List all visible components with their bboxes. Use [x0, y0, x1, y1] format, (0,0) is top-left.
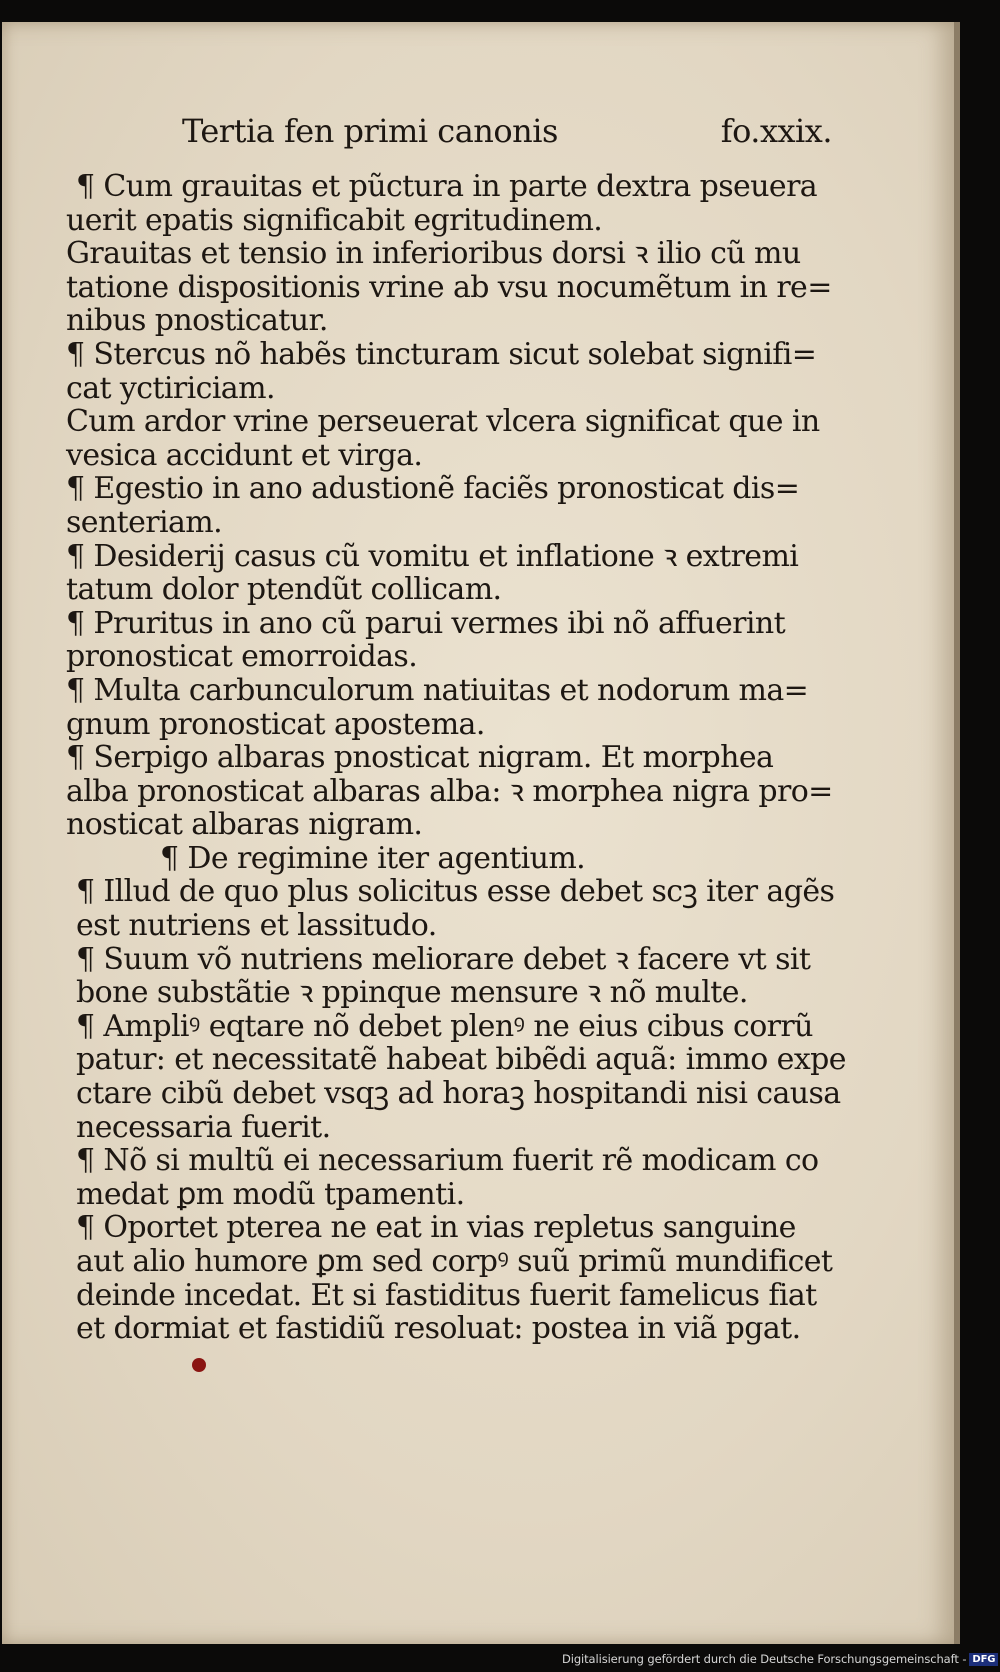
text-line: ¶ Oportet pterea ne eat in vias repletus sanguine — [76, 1210, 796, 1246]
red-ink-mark — [192, 1358, 206, 1372]
text-line: ¶ Illud de quo plus solicitus esse debet scꝫ iter agẽs — [76, 874, 835, 910]
text-line: ¶ Suum võ nutriens meliorare debet ꝛ facere vt sit — [76, 941, 811, 977]
text-line: uerit epatis significabit egritudinem. — [66, 202, 603, 238]
text-line: tatum dolor ptendũt collicam. — [66, 572, 502, 608]
dfg-logo: DFG — [969, 1653, 998, 1666]
text-line: ¶ Egestio in ano adustionẽ faciẽs pronosticat dis= — [66, 471, 800, 507]
text-line: pronosticat emorroidas. — [66, 639, 418, 675]
folio-number: fo.xxix. — [720, 112, 832, 150]
credit-text: Digitalisierung gefördert durch die Deutsche Forschungsgemeinschaft - — [562, 1652, 967, 1666]
text-line: ¶ De regimine iter agentium. — [160, 840, 586, 876]
text-line: medat ꝑm modũ tpamenti. — [76, 1176, 465, 1212]
text-line: ctare cibũ debet vsqꝫ ad horaꝫ hospitandi nisi causa — [76, 1076, 841, 1112]
text-line: deinde incedat. Et si fastiditus fuerit famelicus fiat — [76, 1277, 817, 1313]
text-line: nibus pnosticatur. — [66, 303, 328, 339]
text-line: ¶ Stercus nõ habẽs tincturam sicut solebat signifi= — [66, 336, 817, 372]
text-line: bone substãtie ꝛ ppinque mensure ꝛ nõ multe. — [76, 975, 748, 1011]
running-header — [182, 112, 832, 156]
book-page — [2, 22, 960, 1644]
body-text — [66, 170, 856, 1346]
text-line: ¶ Serpigo albaras pnosticat nigram. Et morphea — [66, 740, 774, 776]
text-line: tatione dispositionis vrine ab vsu nocumẽtum in re= — [66, 269, 832, 305]
text-line: senteriam. — [66, 504, 223, 540]
text-line: ¶ Nõ si multũ ei necessarium fuerit rẽ modicam co — [76, 1143, 819, 1179]
text-line: ¶ Pruritus in ano cũ parui vermes ibi nõ affuerint — [66, 605, 786, 641]
page-title: Tertia fen primi canonis — [182, 112, 558, 150]
text-line: ¶ Ampliꝰ eqtare nõ debet plenꝰ ne eius cibus corrũ — [76, 1008, 813, 1044]
text-line: ¶ Desiderij casus cũ vomitu et inflatione ꝛ extremi — [66, 538, 799, 574]
text-line: Grauitas et tensio in inferioribus dorsi ꝛ ilio cũ mu — [66, 236, 801, 272]
text-line: Cum ardor vrine perseuerat vlcera significat que in — [66, 404, 820, 440]
text-line: ¶ Multa carbunculorum natiuitas et nodorum ma= — [66, 672, 809, 708]
text-line: et dormiat et fastidiũ resoluat: postea in viã pgat. — [76, 1311, 801, 1347]
text-line: necessaria fuerit. — [76, 1109, 331, 1145]
text-line: gnum pronosticat apostema. — [66, 706, 485, 742]
digitization-credit — [562, 1652, 998, 1670]
text-line: aut alio humore ꝑm sed corpꝰ suũ primũ mundificet — [76, 1244, 833, 1279]
text-line: patur: et necessitatẽ habeat bibẽdi aquã: immo expe — [76, 1042, 846, 1078]
text-line: vesica accidunt et virga. — [66, 437, 423, 473]
text-line: ¶ Cum grauitas et pũctura in parte dextra pseuera — [76, 169, 818, 204]
text-line: alba pronosticat albaras alba: ꝛ morphea nigra pro= — [66, 773, 833, 809]
text-line: nosticat albaras nigram. — [66, 807, 423, 843]
text-line: cat yctiriciam. — [66, 370, 275, 406]
text-line: est nutriens et lassitudo. — [76, 908, 437, 944]
